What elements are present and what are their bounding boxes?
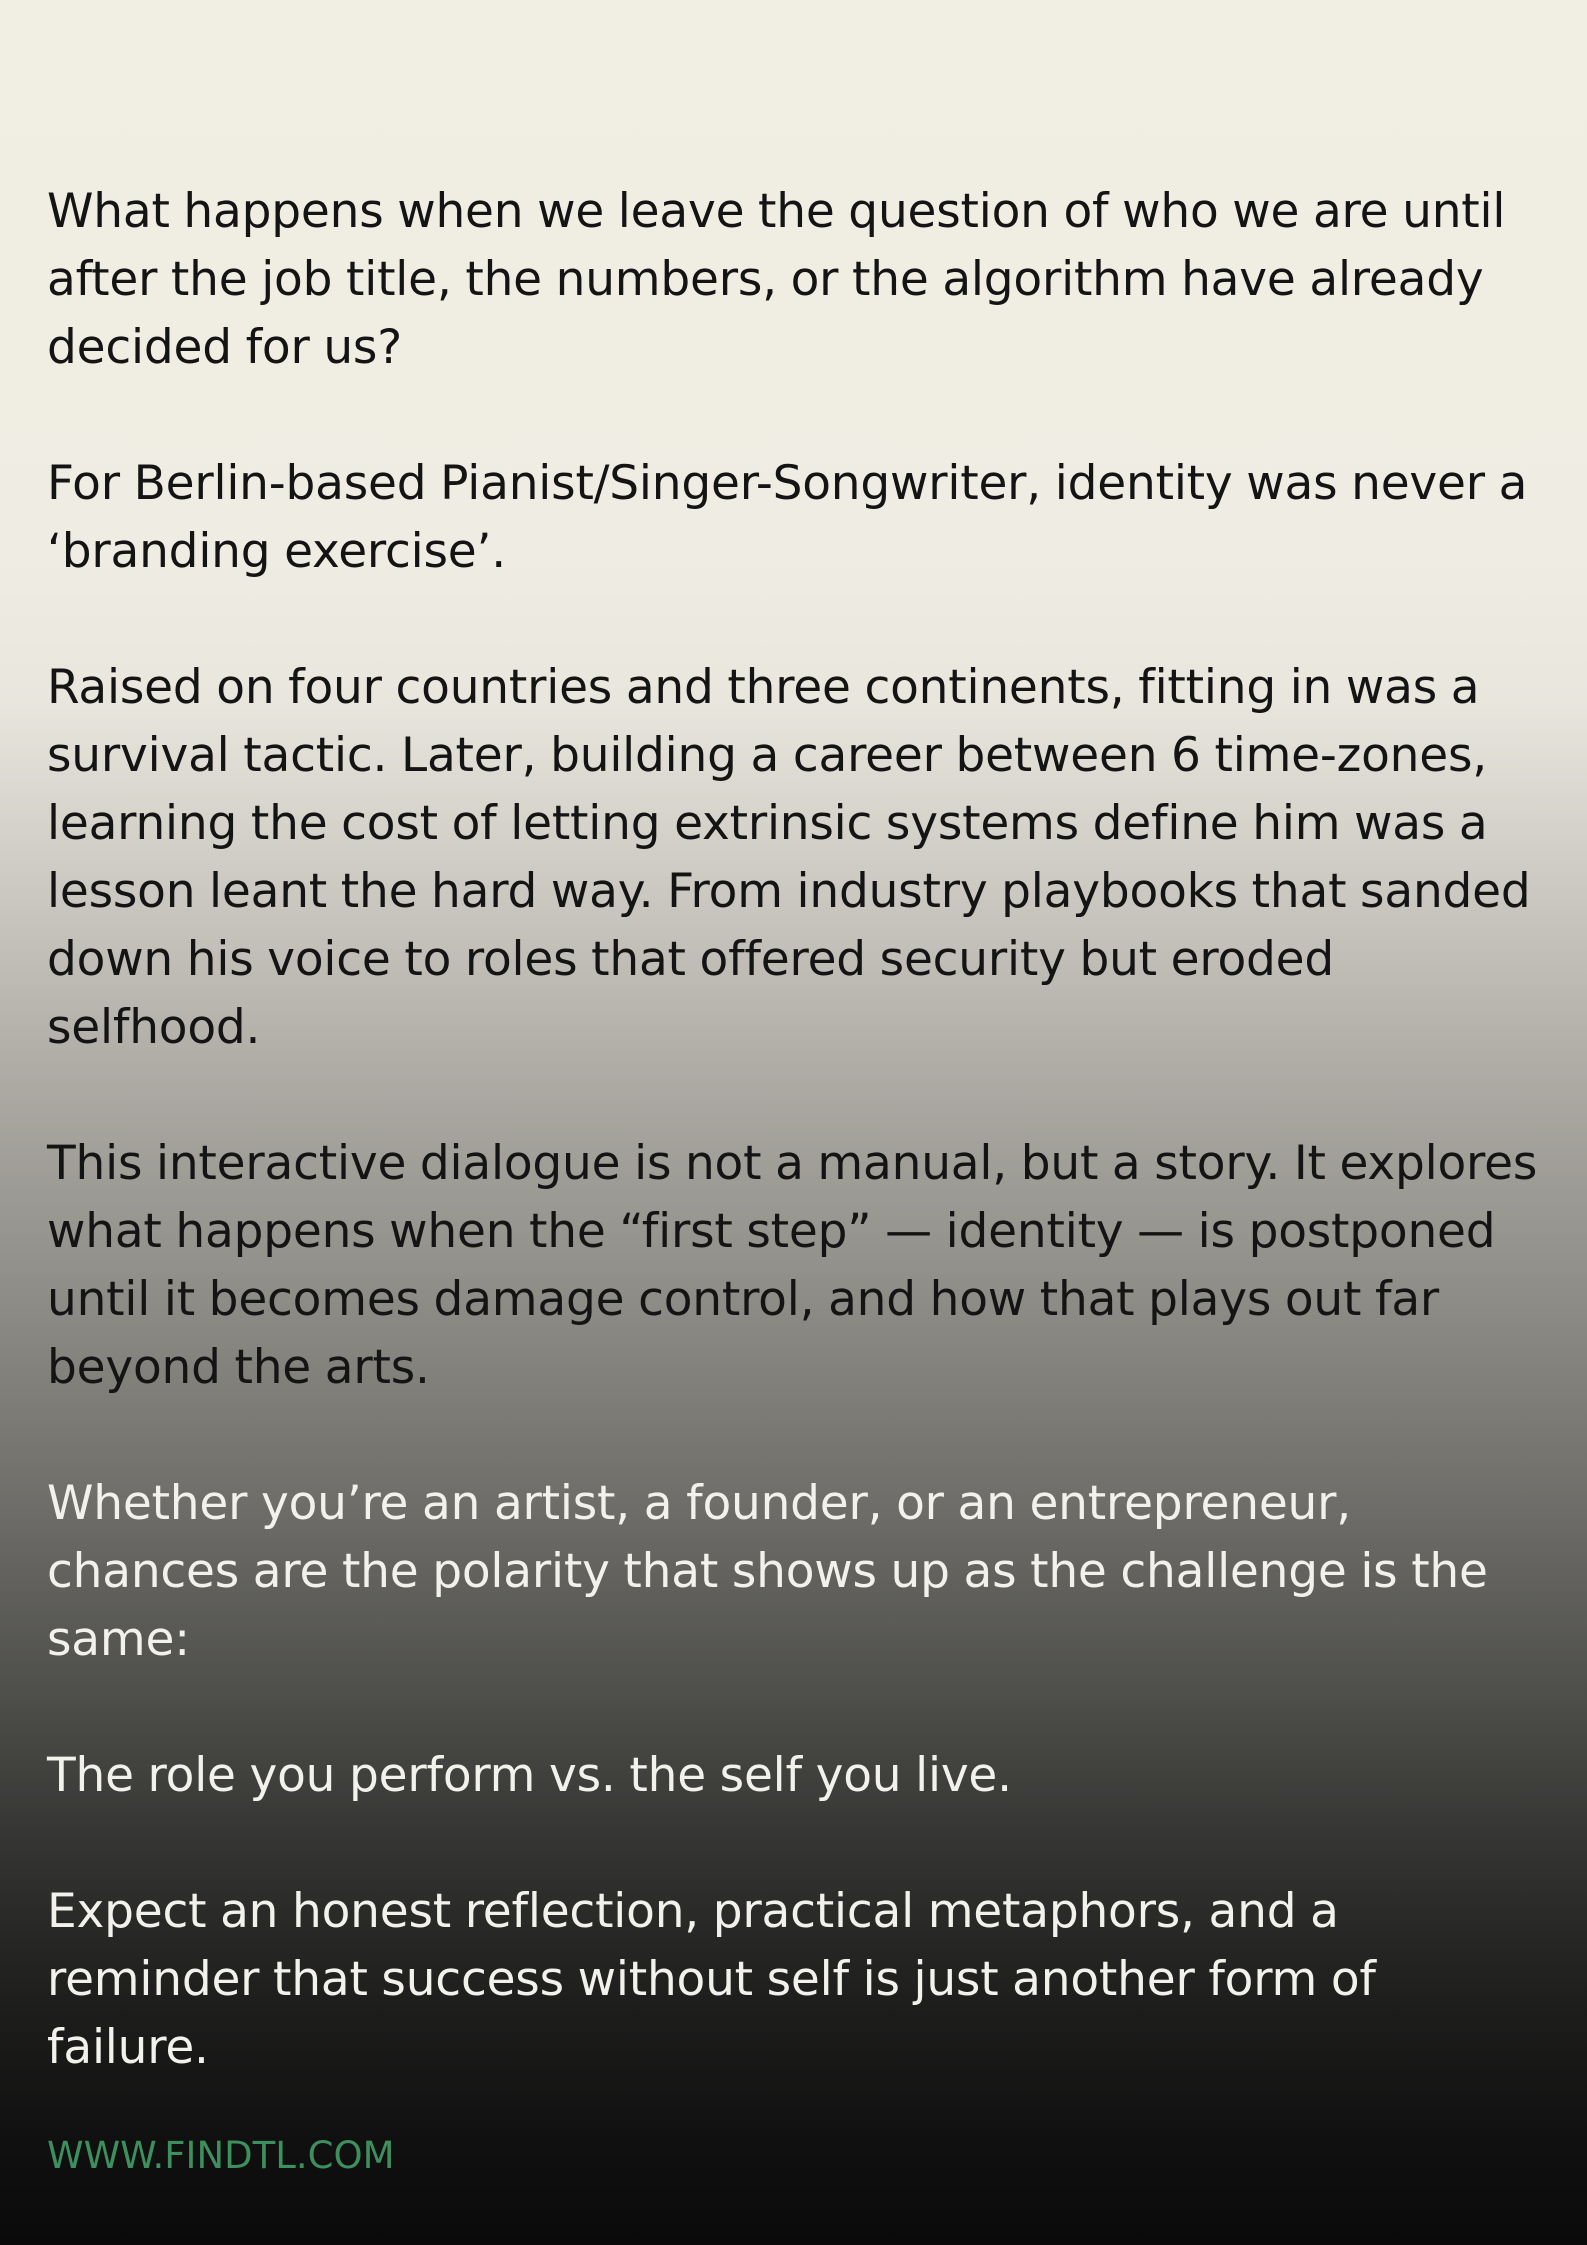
paragraph-background-story: Raised on four countries and three continents, fitting in was a survival tactic. Later, building a career between 6 time-zones, learning the cost of letting extrinsic systems define him was a lesson leant the hard way. From industry playbooks that sanded down his voice to roles that offered security but eroded selfhood. — [47, 660, 1531, 1055]
paragraph-audience: Whether you’re an artist, a founder, or an entrepreneur, chances are the polarity that shows up as the challenge is the same: — [47, 1476, 1488, 1667]
paragraph-expectation: Expect an honest reflection, practical metaphors, and a reminder that success without self is just another form of failure. — [47, 1884, 1376, 2075]
paragraph-identity-statement: For Berlin-based Pianist/Singer-Songwriter, identity was never a ‘branding exercise’. — [47, 456, 1528, 579]
paragraph-opening-question: What happens when we leave the question of who we are until after the job title, the numbers, or the algorithm have already decided for us? — [47, 184, 1506, 375]
website-link[interactable]: WWW.FINDTL.COM — [47, 2134, 395, 2177]
paragraph-polarity: The role you perform vs. the self you live. — [47, 1748, 1012, 1803]
paragraph-dialogue-description: This interactive dialogue is not a manual, but a story. It explores what happens when the “first step” — identity — is postponed until it becomes damage control, and how that plays out far beyond the arts. — [47, 1136, 1538, 1395]
